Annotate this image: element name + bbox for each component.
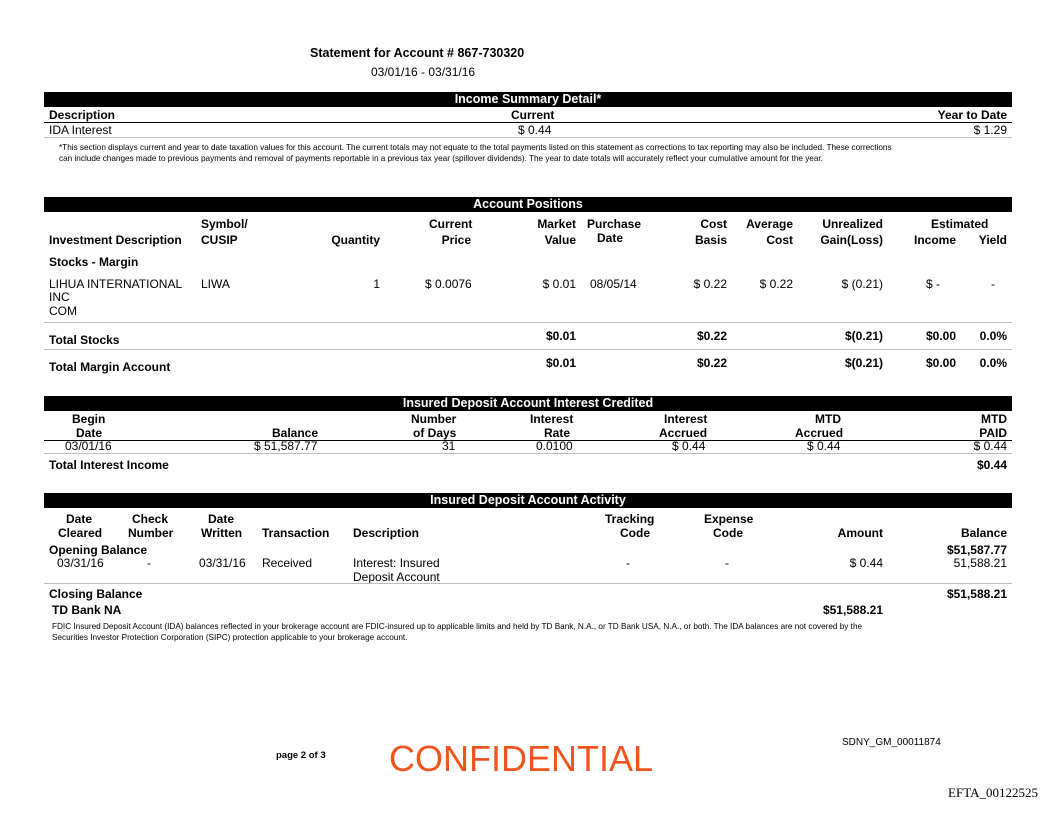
ida-row-mtd-accrued: $ 0.44 — [807, 439, 841, 453]
pos-stock-name-line2: INC — [49, 290, 70, 304]
act-header-check-top: Check — [132, 512, 169, 526]
positions-bar: Account Positions — [44, 197, 1012, 212]
pos-stock-average-cost: $ 0.22 — [759, 277, 793, 291]
income-header-description: Description — [49, 108, 116, 122]
ida-row-accrued: $ 0.44 — [672, 439, 706, 453]
pos-stock-income: $ - — [926, 277, 941, 291]
ida-row-mtd-paid: $ 0.44 — [973, 439, 1007, 453]
pos-header-price-bottom: Price — [441, 233, 471, 247]
pos-header-quantity: Quantity — [331, 233, 380, 247]
pos-total-margin-income: $0.00 — [925, 356, 956, 370]
act-opening-label: Opening Balance — [49, 543, 148, 557]
pos-header-unrealized-bottom: Gain(Loss) — [820, 233, 883, 247]
pos-stock-purchase-date: 08/05/14 — [590, 277, 637, 291]
pos-stock-name-line1: LIHUA INTERNATIONAL — [49, 277, 183, 291]
act-header-tracking-top: Tracking — [605, 512, 655, 526]
pos-stock-unrealized: $ (0.21) — [841, 277, 883, 291]
pos-header-investment-description: Investment Description — [49, 233, 182, 247]
efta-number: EFTA_00122525 — [948, 785, 1038, 800]
pos-total-stocks-rule — [44, 322, 1012, 323]
act-header-date-written-bottom: Written — [201, 526, 243, 540]
act-header-expense-bottom: Code — [713, 526, 743, 540]
ida-header-begin-bottom: Date — [76, 426, 103, 440]
ida-row-rate: 0.0100 — [536, 439, 573, 453]
ida-header-rate-bottom: Rate — [544, 426, 571, 440]
pos-total-margin-yield: 0.0% — [979, 356, 1007, 370]
act-row-date-written: 03/31/16 — [199, 556, 246, 570]
act-header-transaction: Transaction — [262, 526, 330, 540]
ida-interest-bar: Insured Deposit Account Interest Credited — [44, 396, 1012, 411]
income-row-ytd: $ 1.29 — [973, 123, 1007, 137]
pos-header-purchase-bottom: Date — [597, 231, 624, 245]
income-row-rule — [44, 137, 1012, 138]
income-header-current: Current — [511, 108, 555, 122]
pos-total-stocks-unrealized: $(0.21) — [844, 329, 883, 343]
pos-stock-cost-basis: $ 0.22 — [693, 277, 727, 291]
pos-total-margin-rule — [44, 349, 1012, 350]
ida-header-begin-top: Begin — [72, 412, 106, 426]
pos-header-market-top: Market — [537, 217, 576, 231]
income-row-description: IDA Interest — [49, 123, 112, 137]
pos-header-market-bottom: Value — [544, 233, 576, 247]
pos-header-estimated-top: Estimated — [931, 217, 989, 231]
ida-header-mtd-paid-bottom: PAID — [979, 426, 1007, 440]
pos-header-unrealized-top: Unrealized — [822, 217, 883, 231]
act-row-balance: 51,588.21 — [953, 556, 1007, 570]
act-header-tracking-bottom: Code — [620, 526, 650, 540]
act-header-amount: Amount — [837, 526, 883, 540]
income-header-ytd: Year to Date — [937, 108, 1007, 122]
pos-total-stocks-yield: 0.0% — [979, 329, 1007, 343]
act-row-date-cleared: 03/31/16 — [57, 556, 104, 570]
pos-header-purchase-top: Purchase — [587, 217, 642, 231]
pos-header-avg-top: Average — [746, 217, 793, 231]
act-note-line1: FDIC Insured Deposit Account (IDA) balances reflected in your brokerage account are FDIC-insured up to applicable limits and held by TD Bank, N.A., or TD Bank USA, N.A., or both. The IDA balances are not covered by the — [52, 622, 863, 631]
pos-total-margin-unrealized: $(0.21) — [844, 356, 883, 370]
act-bank-value: $51,588.21 — [822, 603, 883, 617]
pos-header-cost-bottom: Basis — [694, 233, 727, 247]
ida-header-mtd-accrued-bottom: Accrued — [795, 426, 844, 440]
act-row-expense: - — [725, 556, 729, 570]
act-closing-value: $51,588.21 — [946, 587, 1007, 601]
ida-row-days: 31 — [442, 439, 456, 453]
pos-total-margin-market: $0.01 — [545, 356, 576, 370]
act-header-date-cleared-top: Date — [66, 512, 93, 526]
act-row-tracking: - — [626, 556, 630, 570]
act-header-description: Description — [353, 526, 420, 540]
act-note-line2: Securities Investor Protection Corporation (SIPC) protection applicable to your brokerage account. — [52, 633, 408, 642]
act-header-expense-top: Expense — [704, 512, 754, 526]
act-row-rule — [44, 583, 1012, 584]
pos-stock-quantity: 1 — [373, 277, 380, 291]
act-opening-value: $51,587.77 — [946, 543, 1007, 557]
ida-header-mtd-paid-top: MTD — [981, 412, 1007, 426]
pos-header-symbol-bottom: CUSIP — [201, 233, 238, 247]
act-closing-label: Closing Balance — [49, 587, 143, 601]
act-row-amount: $ 0.44 — [849, 556, 883, 570]
ida-header-accrued-bottom: Accrued — [659, 426, 708, 440]
pos-stock-yield: - — [991, 277, 995, 291]
confidential-stamp: CONFIDENTIAL — [389, 738, 654, 779]
ida-header-days-top: Number — [411, 412, 457, 426]
act-row-description-line1: Interest: Insured — [353, 556, 440, 570]
ida-interest-row-rule — [44, 453, 1012, 454]
ida-total-value: $0.44 — [976, 458, 1007, 472]
ida-header-mtd-accrued-top: MTD — [815, 412, 841, 426]
pos-stock-market-value: $ 0.01 — [542, 277, 576, 291]
statement-title: Statement for Account # 867-730320 — [310, 46, 525, 60]
income-row-current: $ 0.44 — [518, 123, 552, 137]
pos-header-price-top: Current — [429, 217, 473, 231]
ida-header-rate-top: Interest — [530, 412, 574, 426]
act-header-date-written-top: Date — [208, 512, 235, 526]
pos-header-symbol-top: Symbol/ — [201, 217, 248, 231]
pos-stock-symbol: LIWA — [201, 277, 230, 291]
act-header-balance: Balance — [960, 526, 1007, 540]
act-bank-label: TD Bank NA — [52, 603, 122, 617]
income-note-line2: can include changes made to previous payments and removal of payments reportable in a previous tax year (spillover dividends). The year to date totals will accurately reflect your cumulative amount for the year. — [59, 154, 823, 163]
pos-header-income: Income — [913, 233, 956, 247]
income-summary-bar: Income Summary Detail* — [44, 92, 1012, 107]
ida-header-accrued-top: Interest — [664, 412, 708, 426]
ida-interest-header-rule — [44, 440, 1012, 441]
pos-stock-name-line3: COM — [49, 304, 77, 318]
ida-row-begin-date: 03/01/16 — [65, 439, 112, 453]
act-row-check-number: - — [147, 556, 151, 570]
page-number: page 2 of 3 — [276, 750, 326, 761]
pos-header-avg-bottom: Cost — [766, 233, 793, 247]
statement-period: 03/01/16 - 03/31/16 — [371, 65, 476, 79]
pos-total-stocks-cost: $0.22 — [696, 329, 727, 343]
pos-total-stocks-income: $0.00 — [925, 329, 956, 343]
pos-total-stocks-label: Total Stocks — [49, 333, 120, 347]
pos-header-yield: Yield — [978, 233, 1007, 247]
bates-number: SDNY_GM_00011874 — [842, 737, 941, 748]
act-row-description-line2: Deposit Account — [353, 570, 440, 584]
ida-header-balance: Balance — [272, 426, 319, 440]
ida-row-balance: $ 51,587.77 — [254, 439, 318, 453]
act-row-transaction: Received — [262, 556, 313, 570]
act-header-check-bottom: Number — [128, 526, 174, 540]
act-header-date-cleared-bottom: Cleared — [58, 526, 103, 540]
pos-total-margin-label: Total Margin Account — [49, 360, 171, 374]
ida-total-label: Total Interest Income — [49, 458, 169, 472]
pos-stock-price: $ 0.0076 — [425, 277, 472, 291]
pos-total-margin-cost: $0.22 — [696, 356, 727, 370]
pos-total-stocks-market: $0.01 — [545, 329, 576, 343]
pos-header-cost-top: Cost — [700, 217, 727, 231]
income-note-line1: *This section displays current and year to date taxation values for this account. The current totals may not equate to the total payments listed on this statement as corrections to tax reporting may also be included. These corrections — [59, 143, 892, 152]
ida-activity-bar: Insured Deposit Account Activity — [44, 493, 1012, 508]
ida-header-days-bottom: of Days — [413, 426, 457, 440]
pos-section-label: Stocks - Margin — [49, 255, 139, 269]
